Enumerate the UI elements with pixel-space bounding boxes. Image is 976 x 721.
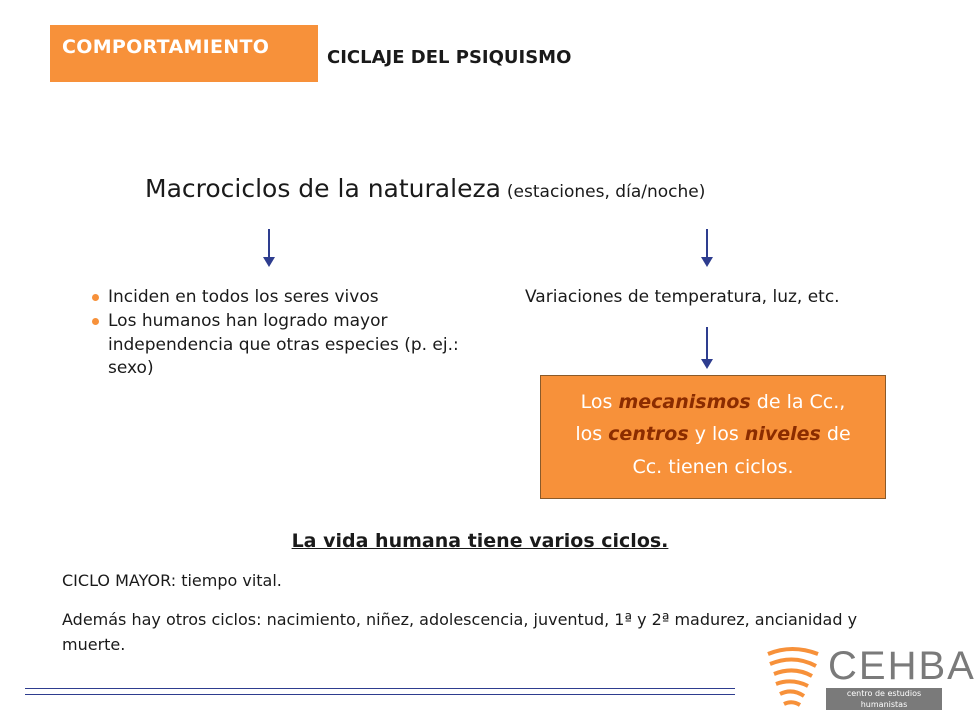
swirl-logo-icon bbox=[760, 644, 824, 710]
callout-line-1 bbox=[541, 386, 885, 418]
main-heading bbox=[145, 174, 705, 203]
logo-wordmark: CEHBA bbox=[828, 644, 976, 688]
footer-divider bbox=[25, 694, 735, 695]
arrow-down-right-icon bbox=[706, 229, 708, 257]
list-item: Los humanos han logrado mayor independencia que otras especies (p. ej.: sexo) bbox=[92, 310, 492, 381]
major-cycle-text: CICLO MAYOR: tiempo vital. bbox=[62, 571, 282, 590]
callout-line-2 bbox=[541, 418, 885, 450]
effects-list bbox=[92, 286, 492, 381]
section-tag-label: COMPORTAMIENTO bbox=[62, 36, 270, 58]
callout-emphasis-centros: centros bbox=[608, 423, 689, 446]
conclusion-heading: La vida humana tiene varios ciclos. bbox=[291, 530, 669, 552]
callout-text: de la Cc., bbox=[750, 391, 846, 413]
callout-text: los bbox=[575, 423, 609, 446]
callout-text: Los bbox=[580, 391, 619, 413]
logo-caption bbox=[826, 688, 942, 720]
footer-divider bbox=[25, 688, 735, 689]
other-cycles-text: Además hay otros ciclos: nacimiento, niñez, adolescencia, juventud, 1ª y 2ª madurez, ancianidad y muerte. bbox=[62, 610, 858, 654]
callout-text: y los bbox=[688, 423, 745, 446]
callout-text: de bbox=[820, 423, 851, 446]
main-heading-subtitle: (estaciones, día/noche) bbox=[506, 182, 706, 202]
callout-emphasis-mecanismos: mecanismos bbox=[618, 391, 751, 413]
main-heading-title: Macrociclos de la naturaleza bbox=[145, 174, 501, 203]
arrow-down-to-box-icon bbox=[706, 327, 708, 359]
callout-line-3: Cc. tienen ciclos. bbox=[632, 455, 794, 478]
logo-caption-line-1: centro de estudios humanistas bbox=[846, 689, 922, 709]
cycles-callout-box bbox=[540, 375, 886, 499]
list-item: Inciden en todos los seres vivos bbox=[92, 286, 492, 310]
arrow-down-left-icon bbox=[268, 229, 270, 257]
variations-text: Variaciones de temperatura, luz, etc. bbox=[525, 287, 840, 307]
logo-caption-line-2: buenos aires bbox=[840, 711, 928, 720]
slide-topic: CICLAJE DEL PSIQUISMO bbox=[327, 47, 572, 68]
callout-emphasis-niveles: niveles bbox=[744, 423, 821, 446]
